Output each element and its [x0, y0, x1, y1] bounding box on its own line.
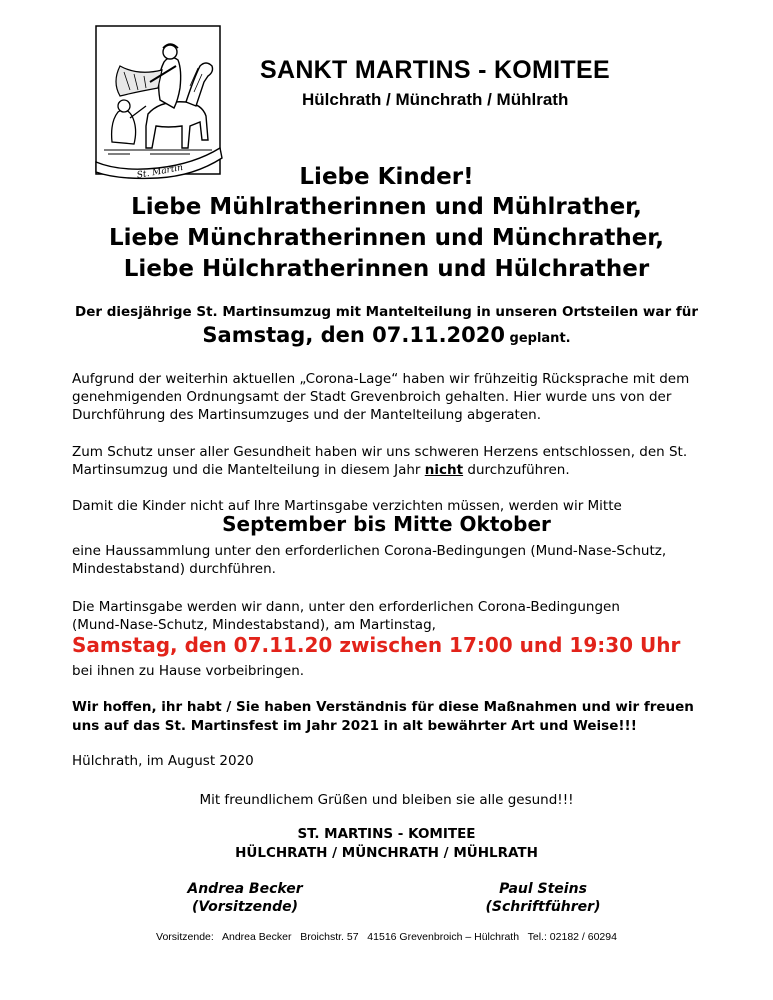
paragraph-line: Mindestabstand) durchführen.: [72, 561, 276, 577]
footer-contact: Vorsitzende: Andrea Becker Broichstr. 57 41516 Grevenbroich – Hülchrath Tel.: 02182 / 60294: [156, 931, 617, 943]
delivery-date-highlight: Samstag, den 07.11.20 zwischen 17:00 und 19:30 Uhr: [72, 633, 681, 657]
emphasis-nicht: nicht: [424, 462, 464, 478]
committee-name: ST. MARTINS - KOMITEE: [297, 826, 476, 842]
closing-line: uns auf das St. Martinsfest im Jahr 2021 in alt bewährter Art und Weise!!!: [72, 718, 637, 734]
collection-period: September bis Mitte Oktober: [222, 512, 551, 536]
logo-caption: St. Martin: [136, 163, 184, 181]
place-date: Hülchrath, im August 2020: [72, 753, 254, 769]
signature-chair: [180, 880, 310, 916]
paragraph-line: (Mund-Nase-Schutz, Mindestabstand), am Martinstag,: [72, 617, 436, 633]
planned-date-line: [0, 323, 773, 347]
paragraph-line: [72, 461, 712, 479]
paragraph-decision: [72, 443, 712, 479]
intro-line: Der diesjährige St. Martinsumzug mit Mantelteilung in unseren Ortsteilen war für: [75, 304, 698, 320]
signature-secretary: [478, 880, 608, 916]
paragraph-collection: [72, 542, 712, 578]
paragraph-line: Durchführung des Martinsumzuges und der Mantelteilung abgeraten.: [72, 407, 541, 423]
paragraph-line: Die Martinsgabe werden wir dann, unter den erforderlichen Corona-Bedingungen: [72, 599, 620, 615]
text-segment: durchzuführen.: [463, 462, 570, 478]
signature-name: Paul Steins: [499, 881, 587, 897]
signature-role: (Vorsitzende): [191, 899, 299, 915]
paragraph-line: eine Haussammlung unter den erforderlichen Corona-Bedingungen (Mund-Nase-Schutz,: [72, 543, 667, 559]
signature-role: (Schriftführer): [485, 899, 601, 915]
text-segment: Martinsumzug und die Mantelteilung in diesem Jahr: [72, 462, 425, 478]
greeting-line-3: Liebe Münchratherinnen und Münchrather,: [108, 225, 665, 251]
paragraph-collection-intro: Damit die Kinder nicht auf Ihre Martinsgabe verzichten müssen, werden wir Mitte: [72, 498, 622, 514]
paragraph-delivery: [72, 598, 712, 634]
closing-line: Wir hoffen, ihr habt / Sie haben Verständnis für diese Maßnahmen und wir freuen: [72, 699, 694, 715]
paragraph-delivery-end: bei ihnen zu Hause vorbeibringen.: [72, 663, 305, 679]
st-martin-logo: [90, 22, 226, 182]
closing-statement: [72, 698, 722, 736]
paragraph-line: Aufgrund der weiterhin aktuellen „Corona-Lage“ haben wir frühzeitig Rücksprache mit dem: [72, 371, 690, 387]
regards: Mit freundlichem Grüßen und bleiben sie alle gesund!!!: [199, 792, 574, 808]
signature-name: Andrea Becker: [187, 881, 303, 897]
planned-date: Samstag, den 07.11.2020: [202, 323, 505, 347]
paragraph-line: Zum Schutz unser aller Gesundheit haben wir uns schweren Herzens entschlossen, den St.: [72, 444, 688, 460]
org-title: SANKT MARTINS - KOMITEE: [260, 56, 610, 84]
greeting-line-1: Liebe Kinder!: [299, 164, 474, 190]
greeting-line-2: Liebe Mühlratherinnen und Mühlrather,: [131, 194, 642, 220]
org-subtitle: Hülchrath / Münchrath / Mühlrath: [302, 90, 569, 109]
committee-places: HÜLCHRATH / MÜNCHRATH / MÜHLRATH: [235, 845, 538, 861]
paragraph-line: genehmigenden Ordnungsamt der Stadt Grevenbroich gehalten. Hier wurde uns von der: [72, 389, 672, 405]
planned-suffix: geplant.: [505, 331, 571, 346]
greeting-line-4: Liebe Hülchratherinnen und Hülchrather: [123, 256, 650, 282]
paragraph-corona: [72, 370, 712, 424]
